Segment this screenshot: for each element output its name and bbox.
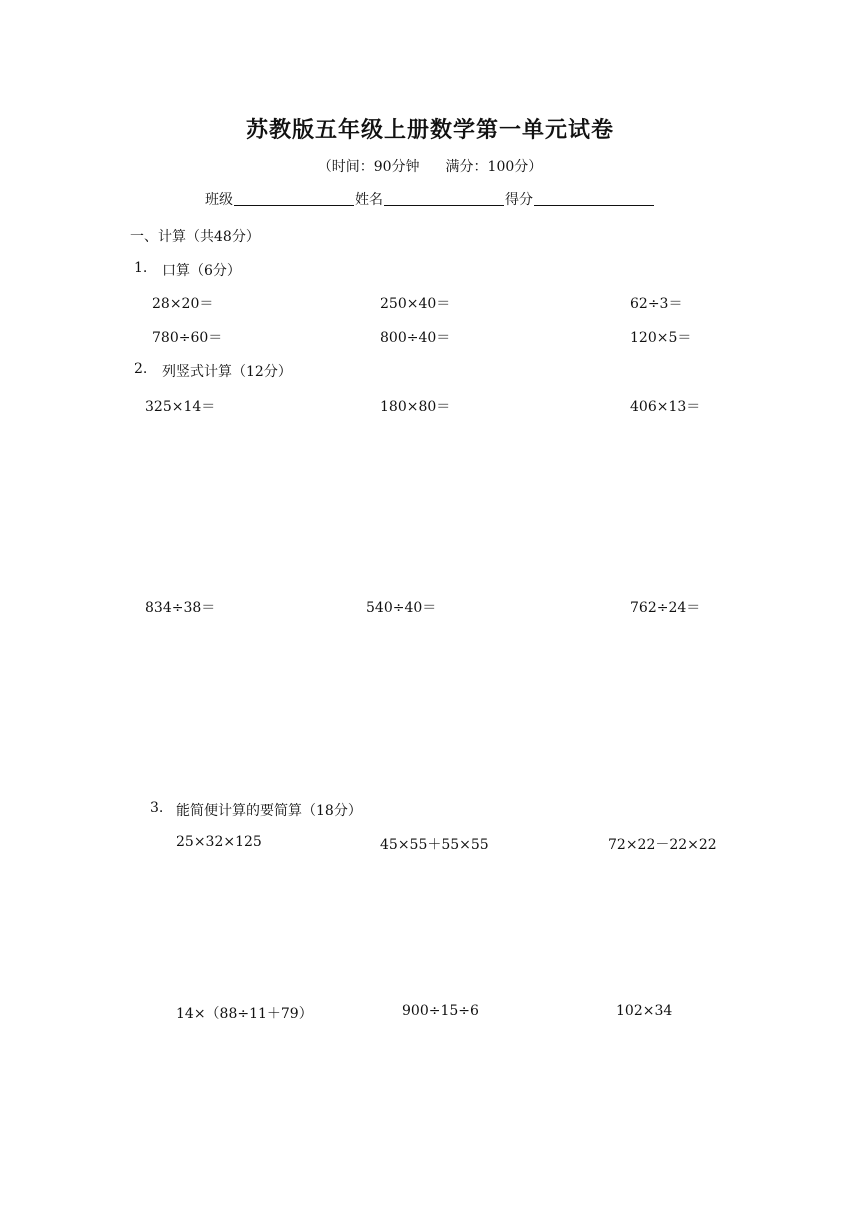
oral-question: 120×5＝ [630, 330, 692, 346]
simplify-question: 25×32×125 [176, 834, 262, 850]
score-blank[interactable] [534, 191, 654, 206]
vertical-calc-question: 325×14＝ [145, 399, 216, 415]
simplify-question: 102×34 [616, 1003, 673, 1019]
name-blank[interactable] [384, 191, 504, 206]
score-label: 得分 [505, 192, 533, 208]
time-limit: （时间：90分钟 [317, 159, 420, 175]
vertical-calc-question: 540÷40＝ [366, 600, 437, 616]
oral-question: 800÷40＝ [380, 330, 451, 346]
simplify-question: 45×55＋55×55 [380, 837, 489, 853]
simplify-question: 900÷15÷6 [402, 1003, 479, 1019]
name-label: 姓名 [355, 192, 383, 208]
exam-title: 苏教版五年级上册数学第一单元试卷 [245, 117, 614, 143]
class-label: 班级 [205, 192, 233, 208]
vertical-calc-question: 180×80＝ [380, 399, 451, 415]
student-info-line [0, 189, 860, 209]
class-blank[interactable] [234, 191, 354, 206]
part-3-label: 能简便计算的要简算（18分） [176, 803, 362, 819]
simplify-question: 14×（88÷11＋79） [176, 1006, 313, 1022]
section-1-heading: 一、计算（共48分） [130, 229, 260, 245]
full-score: 满分：100分） [445, 159, 543, 175]
vertical-calc-question: 406×13＝ [630, 399, 701, 415]
oral-question: 62÷3＝ [630, 296, 683, 312]
part-2-number: 2. [134, 361, 148, 377]
exam-subtitle [0, 156, 860, 176]
simplify-question: 72×22－22×22 [608, 837, 717, 853]
part-2-label: 列竖式计算（12分） [162, 364, 292, 380]
oral-question: 780÷60＝ [152, 330, 223, 346]
vertical-calc-question: 762÷24＝ [630, 600, 701, 616]
part-1-label: 口算（6分） [162, 263, 241, 279]
vertical-calc-question: 834÷38＝ [145, 600, 216, 616]
oral-question: 250×40＝ [380, 296, 451, 312]
part-1-number: 1. [134, 260, 148, 276]
part-3-number: 3. [150, 800, 164, 816]
oral-question: 28×20＝ [152, 296, 214, 312]
